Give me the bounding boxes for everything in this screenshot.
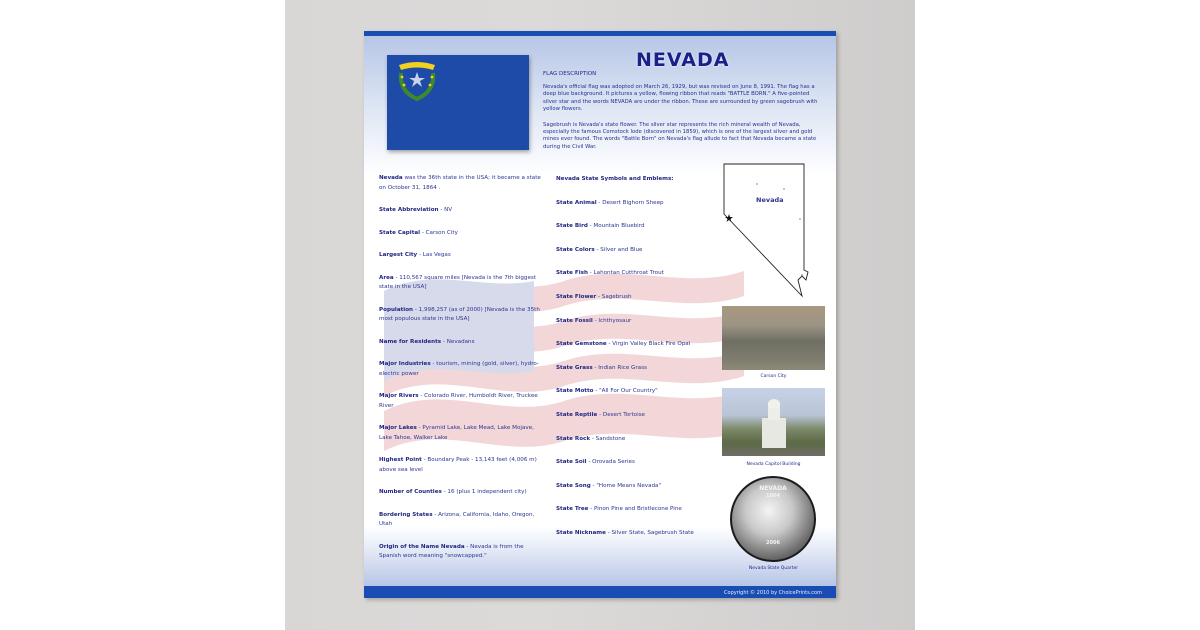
state-quarter-coin: NEVADA 1864 2006: [730, 476, 816, 562]
fact-item: Area - 110,567 square miles [Nevada is the 7th biggest state in the USA]: [379, 274, 537, 290]
symbol-item: State Tree - Pinon Pine and Bristlecone Pine: [556, 506, 682, 513]
fact-item: Major Industries - tourism, mining (gold, silver), hydro-electric power: [379, 361, 539, 377]
symbol-item: State Nickname - Silver State, Sagebrush State: [556, 529, 694, 536]
copyright-text: Copyright © 2010 by ChoicePrints.com: [724, 590, 822, 596]
symbols-heading: Nevada State Symbols and Emblems:: [556, 176, 674, 182]
facts-column: [379, 174, 544, 575]
symbol-item: State Rock - Sandstone: [556, 435, 626, 442]
symbol-item: State Colors - Silver and Blue: [556, 246, 643, 253]
fact-item: State Capital - Carson City: [379, 229, 458, 236]
fact-item: Population - 1,998,257 (as of 2000) [Nevada is the 35th most populous state in the USA]: [379, 306, 540, 322]
symbols-column: [556, 175, 716, 553]
symbol-item: State Animal - Desert Bighorn Sheep: [556, 199, 664, 206]
top-blue-bar: [364, 31, 836, 36]
photo-caption: Carson City: [760, 374, 787, 379]
flag-description-heading: FLAG DESCRIPTION: [543, 71, 597, 77]
fact-item: Origin of the Name Nevada - Nevada is from the Spanish word meaning "snowcapped.": [379, 543, 524, 559]
symbol-item: State Song - "Home Means Nevada": [556, 482, 662, 489]
symbol-item: State Fish - Lahontan Cutthroat Trout: [556, 270, 664, 277]
flag-description-paragraph: Nevada's official flag was adopted on March 26, 1929, but was revised on June 8, 1991. The flag has a deep blue background. It pictures a yellow, flowing ribbon that reads "BATTLE BORN." A five-pointed silver star and the words NEVADA are under the ribbon. These are surrounded by green sagebrush with yellow flowers.: [543, 84, 818, 113]
symbol-item: State Gemstone - Virgin Valley Black Fire Opal: [556, 341, 691, 348]
symbol-item: State Motto - "All For Our Country": [556, 388, 658, 395]
fact-item: Major Rivers - Colorado River, Humboldt River, Truckee River: [379, 393, 538, 409]
nevada-poster: [364, 31, 836, 598]
capitol-dome-icon: [722, 388, 825, 456]
fact-item: Nevada was the 36th state in the USA; it became a state on October 31, 1864 .: [379, 175, 541, 191]
symbol-item: State Soil - Orovada Series: [556, 459, 635, 466]
symbol-item: State Grass - Indian Rice Grass: [556, 364, 647, 371]
map-label: Nevada: [756, 196, 784, 204]
symbol-item: State Bird - Mountain Bluebird: [556, 223, 645, 230]
fact-item: State Abbreviation - NV: [379, 207, 453, 213]
carson-city-photo: [722, 306, 825, 370]
fact-item: Major Lakes - Pyramid Lake, Lake Mead, Lake Mojave, Lake Tahoe, Walker Lake: [379, 425, 534, 441]
photo-caption: Nevada State Quarter: [748, 566, 799, 571]
bottom-blue-bar: [364, 586, 836, 598]
flag-description: [543, 84, 825, 159]
fact-item: Largest City - Las Vegas: [379, 252, 451, 258]
symbol-item: State Reptile - Desert Tortoise: [556, 411, 645, 418]
flag-description-paragraph: Sagebrush is Nevada's state flower. The silver star represents the rich mineral wealth of Nevada, especially the famous Comstock lode (discovered in 1859), which is one of the largest silver and gold mines ever found. The words "Battle Born" on Nevada's flag allude to fact that Nevada became a state during the Civil War.: [543, 121, 817, 150]
symbol-item: State Fossil - Ichthyosaur: [556, 317, 632, 324]
nevada-flag: [387, 55, 529, 150]
page-title: NEVADA: [636, 49, 730, 71]
fact-item: Name for Residents - Nevadans: [379, 338, 475, 345]
fact-item: Highest Point - Boundary Peak - 13,143 feet (4,006 m) above sea level: [379, 457, 537, 473]
flag-emblem-icon: [393, 61, 441, 103]
fact-item: Bordering States - Arizona, California, Idaho, Oregon, Utah: [379, 511, 535, 527]
capitol-building-photo: [722, 388, 825, 456]
fact-item: Number of Counties - 16 (plus 1 independent city): [379, 489, 527, 495]
photo-caption: Nevada Capitol Building: [746, 462, 801, 467]
nevada-map-icon: [722, 162, 822, 298]
symbol-item: State Flower - Sagebrush: [556, 293, 632, 300]
